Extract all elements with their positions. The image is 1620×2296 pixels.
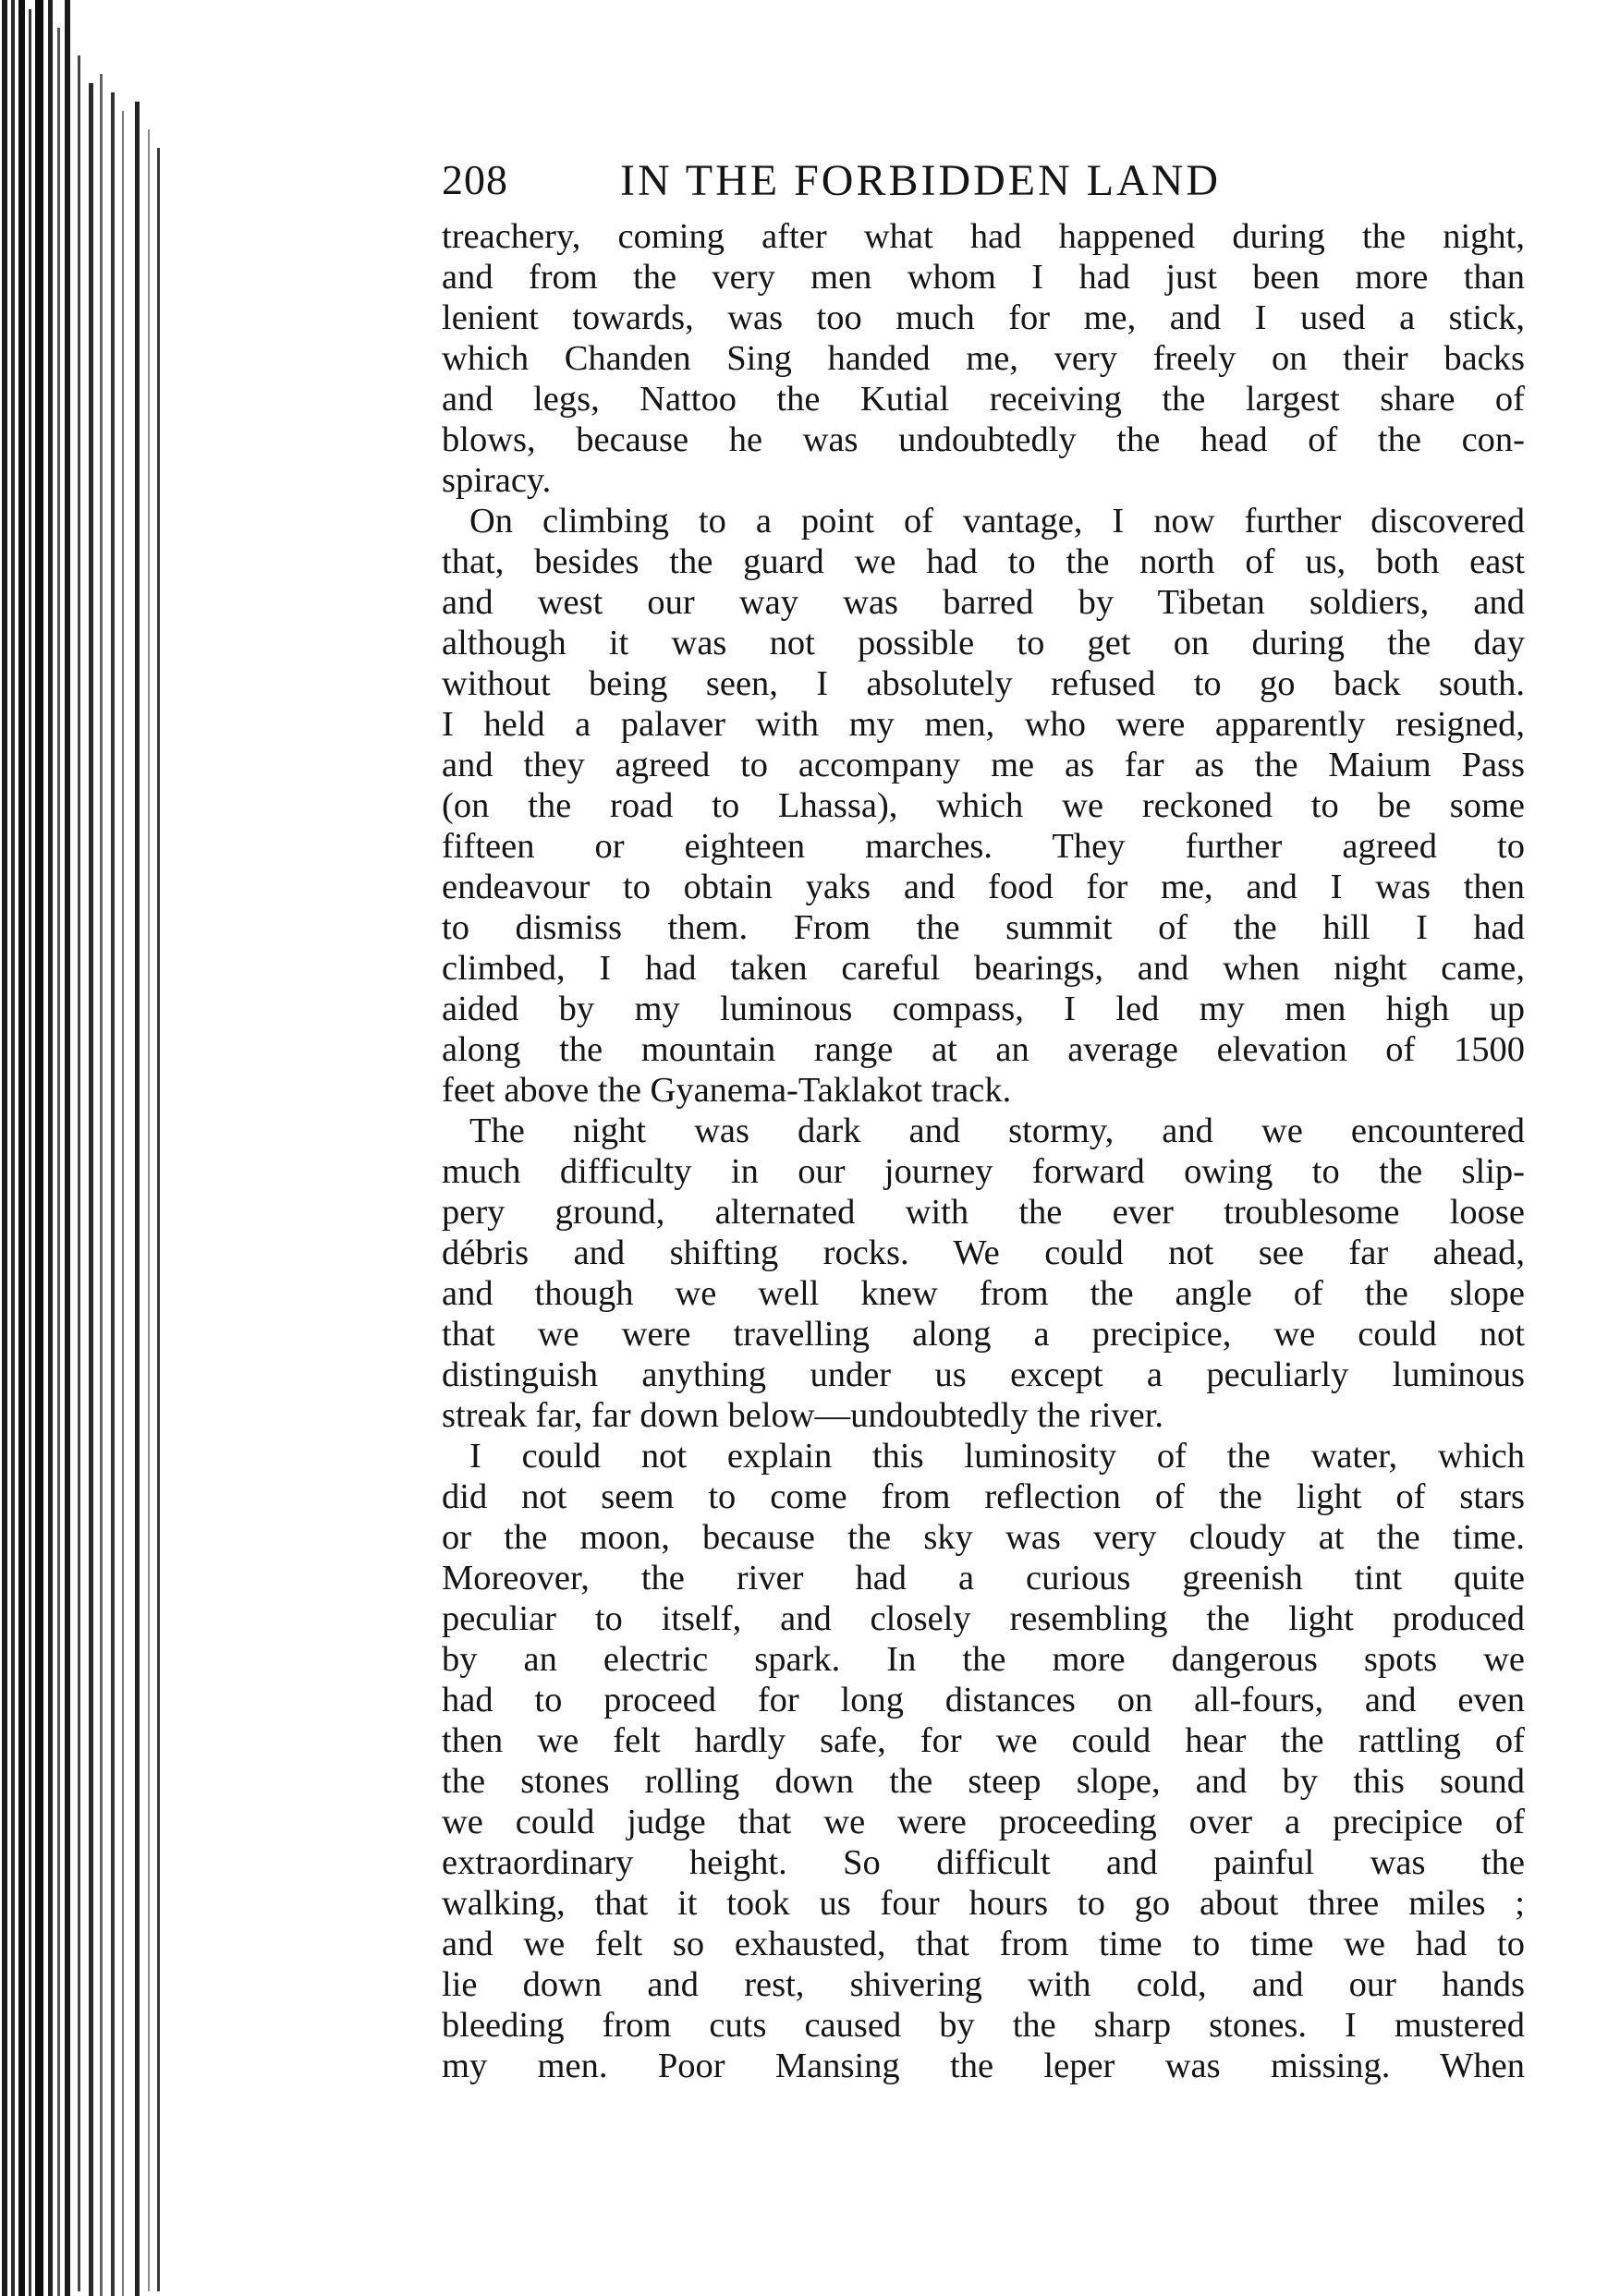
text-line: distinguish anything under us except a peculiarly luminous [442,1355,1525,1394]
text-line: then we felt hardly safe, for we could hear the rattling of [442,1721,1525,1760]
text-line: did not seem to come from reflection of the light of stars [442,1477,1525,1516]
text-line: extraordinary height. So difficult and painful was the [442,1843,1525,1882]
text-line: along the mountain range at an average elevation of 1500 [442,1030,1525,1069]
text-line: On climbing to a point of vantage, I now further discovered [469,502,1525,541]
binding-edge-shadow [0,0,185,2296]
running-head [442,155,1525,216]
text-line: and west our way was barred by Tibetan soldiers, and [442,583,1525,622]
text-line: my men. Poor Mansing the leper was missing. When [442,2047,1525,2085]
text-line: to dismiss them. From the summit of the hill I had [442,908,1525,947]
text-line: blows, because he was undoubtedly the head of the con- [442,420,1525,459]
binding-gutter [0,0,185,2296]
text-line: fifteen or eighteen marches. They further agreed to [442,827,1525,866]
book-page [442,155,1525,2086]
text-line: that, besides the guard we had to the north of us, both east [442,542,1525,581]
text-line: treachery, coming after what had happened during the night, [442,217,1525,256]
text-line: much difficulty in our journey forward owing to the slip- [442,1152,1525,1191]
text-line: The night was dark and stormy, and we encountered [469,1112,1525,1150]
paragraph-3 [442,1111,1525,1436]
text-line: walking, that it took us four hours to go about three miles ; [442,1884,1525,1923]
body-text [442,216,1525,2086]
text-line: or the moon, because the sky was very cloudy at the time. [442,1518,1525,1557]
text-line: that we were travelling along a precipice, we could not [442,1315,1525,1354]
text-line: although it was not possible to get on during the day [442,624,1525,662]
text-line: spiracy. [442,461,552,500]
text-line: and though we well knew from the angle of the slope [442,1274,1525,1313]
text-line: by an electric spark. In the more dangerous spots we [442,1640,1525,1679]
text-line: I held a palaver with my men, who were apparently resigned, [442,705,1525,744]
text-line: and from the very men whom I had just been more than [442,258,1525,297]
running-title: IN THE FORBIDDEN LAND [620,156,1222,205]
text-line: I could not explain this luminosity of the water, which [469,1437,1525,1476]
text-line: (on the road to Lhassa), which we reckoned to be some [442,786,1525,825]
text-line: and legs, Nattoo the Kutial receiving the largest share of [442,380,1525,419]
text-line: had to proceed for long distances on all-fours, and even [442,1681,1525,1719]
text-line: climbed, I had taken careful bearings, and when night came, [442,949,1525,988]
text-line: feet above the Gyanema-Taklakot track. [442,1071,1012,1110]
page-number: 208 [442,156,508,203]
text-line: endeavour to obtain yaks and food for me, and I was then [442,868,1525,906]
text-line: we could judge that we were proceeding over a precipice of [442,1803,1525,1841]
text-line: streak far, far down below—undoubtedly the river. [442,1396,1164,1435]
text-line: the stones rolling down the steep slope, and by this sound [442,1762,1525,1801]
text-line: peculiar to itself, and closely resembling the light produced [442,1599,1525,1638]
text-line: without being seen, I absolutely refused to go back south. [442,664,1525,703]
text-line: Moreover, the river had a curious greenish tint quite [442,1559,1525,1597]
text-line: which Chanden Sing handed me, very freely on their backs [442,339,1525,378]
text-line: pery ground, alternated with the ever troublesome loose [442,1193,1525,1232]
text-line: bleeding from cuts caused by the sharp stones. I mustered [442,2006,1525,2045]
text-line: and they agreed to accompany me as far as the Maium Pass [442,746,1525,784]
text-line: débris and shifting rocks. We could not see far ahead, [442,1233,1525,1272]
text-line: lenient towards, was too much for me, and I used a stick, [442,298,1525,337]
paragraph-4 [442,1436,1525,2086]
text-line: lie down and rest, shivering with cold, and our hands [442,1965,1525,2004]
paragraph-1 [442,216,1525,501]
text-line: aided by my luminous compass, I led my men high up [442,990,1525,1028]
paragraph-2 [442,501,1525,1111]
text-line: and we felt so exhausted, that from time to time we had to [442,1925,1525,1963]
